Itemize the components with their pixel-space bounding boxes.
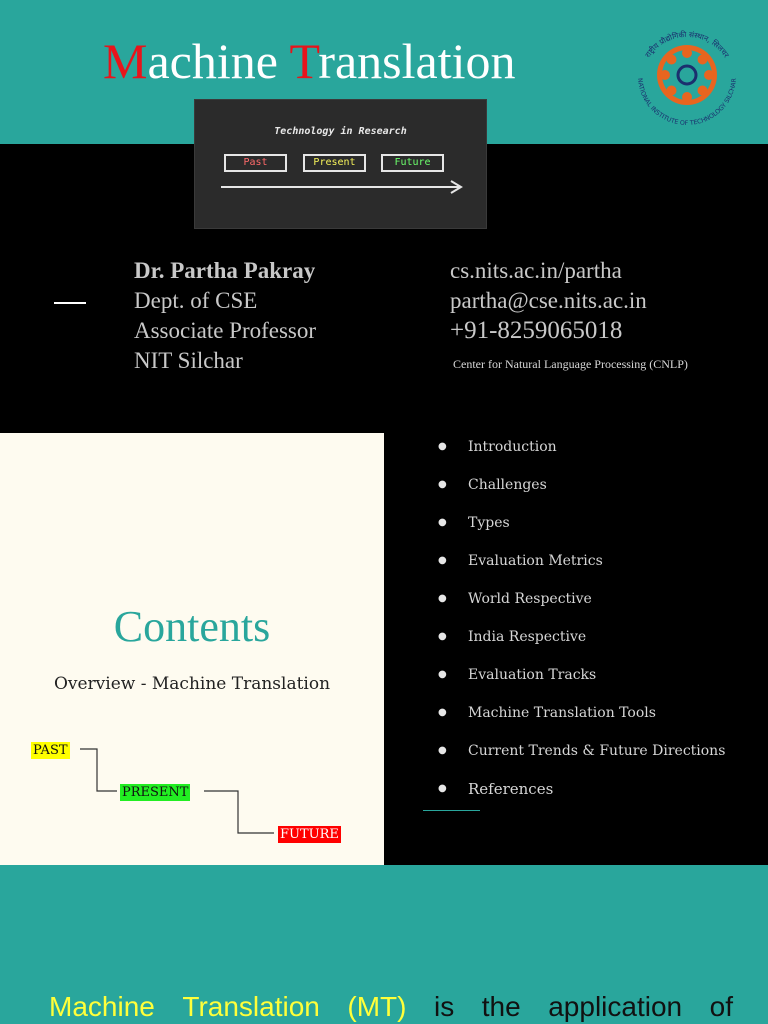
list-item: ● Evaluation Tracks bbox=[438, 665, 725, 703]
intro-word: Machine bbox=[49, 991, 155, 1022]
intro-word: of bbox=[709, 991, 733, 1022]
title-part-achine: achine bbox=[147, 33, 290, 89]
nit-silchar-logo bbox=[628, 20, 746, 138]
contents-heading: Contents bbox=[113, 602, 271, 651]
list-item: ● World Respective bbox=[438, 589, 725, 627]
divider-dash bbox=[54, 302, 86, 304]
list-item: ● Challenges bbox=[438, 475, 725, 513]
list-underline bbox=[423, 810, 480, 811]
contact-website[interactable]: cs.nits.ac.in/partha bbox=[450, 258, 622, 283]
contact-block bbox=[450, 256, 647, 346]
cnlp-label: Center for Natural Language Processing (CNLP) bbox=[453, 357, 688, 371]
contact-email[interactable]: partha@cse.nits.ac.in bbox=[450, 288, 647, 313]
intro-band bbox=[0, 865, 768, 1024]
author-org: NIT Silchar bbox=[134, 348, 243, 373]
list-item: ● Machine Translation Tools bbox=[438, 703, 725, 741]
intro-word: application bbox=[548, 991, 683, 1022]
banner-title: Technology in Research bbox=[274, 126, 407, 137]
banner-box-future: Future bbox=[381, 154, 444, 172]
logo-emblem bbox=[657, 45, 717, 105]
list-item: ● Evaluation Metrics bbox=[438, 551, 725, 589]
logo-text-english: NATIONAL INSTITUTE OF TECHNOLOGY SILCHAR bbox=[636, 77, 738, 128]
intro-word: (MT) bbox=[347, 991, 407, 1022]
technology-banner-image bbox=[194, 99, 487, 229]
timeline-past: PAST bbox=[33, 743, 68, 758]
list-item: ● Current Trends & Future Directions bbox=[438, 741, 725, 779]
page-title bbox=[103, 33, 516, 89]
banner-box-present: Present bbox=[303, 154, 366, 172]
timeline-future: FUTURE bbox=[280, 827, 339, 842]
title-initial-m: M bbox=[103, 33, 148, 89]
title-part-ranslation: ranslation bbox=[318, 33, 516, 89]
contents-list bbox=[438, 437, 725, 817]
contents-subtitle: Overview - Machine Translation bbox=[53, 674, 331, 694]
timeline-present: PRESENT bbox=[122, 785, 189, 800]
list-item: ● References bbox=[438, 779, 725, 817]
author-dept: Dept. of CSE bbox=[134, 288, 258, 313]
intro-word: is bbox=[434, 991, 455, 1022]
logo-text-hindi: राष्ट्रीय प्रौद्योगिकी संस्थान, सिलचर bbox=[643, 29, 731, 60]
list-item: ● Introduction bbox=[438, 437, 725, 475]
intro-text bbox=[49, 991, 733, 1023]
banner-arrow-icon bbox=[221, 180, 466, 194]
author-name: Dr. Partha Pakray bbox=[134, 258, 316, 283]
list-item: ● Types bbox=[438, 513, 725, 551]
banner-box-past: Past bbox=[224, 154, 287, 172]
contact-phone: +91-8259065018 bbox=[450, 317, 623, 344]
author-block bbox=[134, 256, 316, 376]
contents-panel bbox=[0, 433, 384, 865]
intro-word: Translation bbox=[182, 991, 320, 1022]
author-role: Associate Professor bbox=[134, 318, 317, 343]
intro-word: the bbox=[481, 991, 521, 1022]
title-initial-t: T bbox=[289, 33, 319, 89]
list-item: ● India Respective bbox=[438, 627, 725, 665]
